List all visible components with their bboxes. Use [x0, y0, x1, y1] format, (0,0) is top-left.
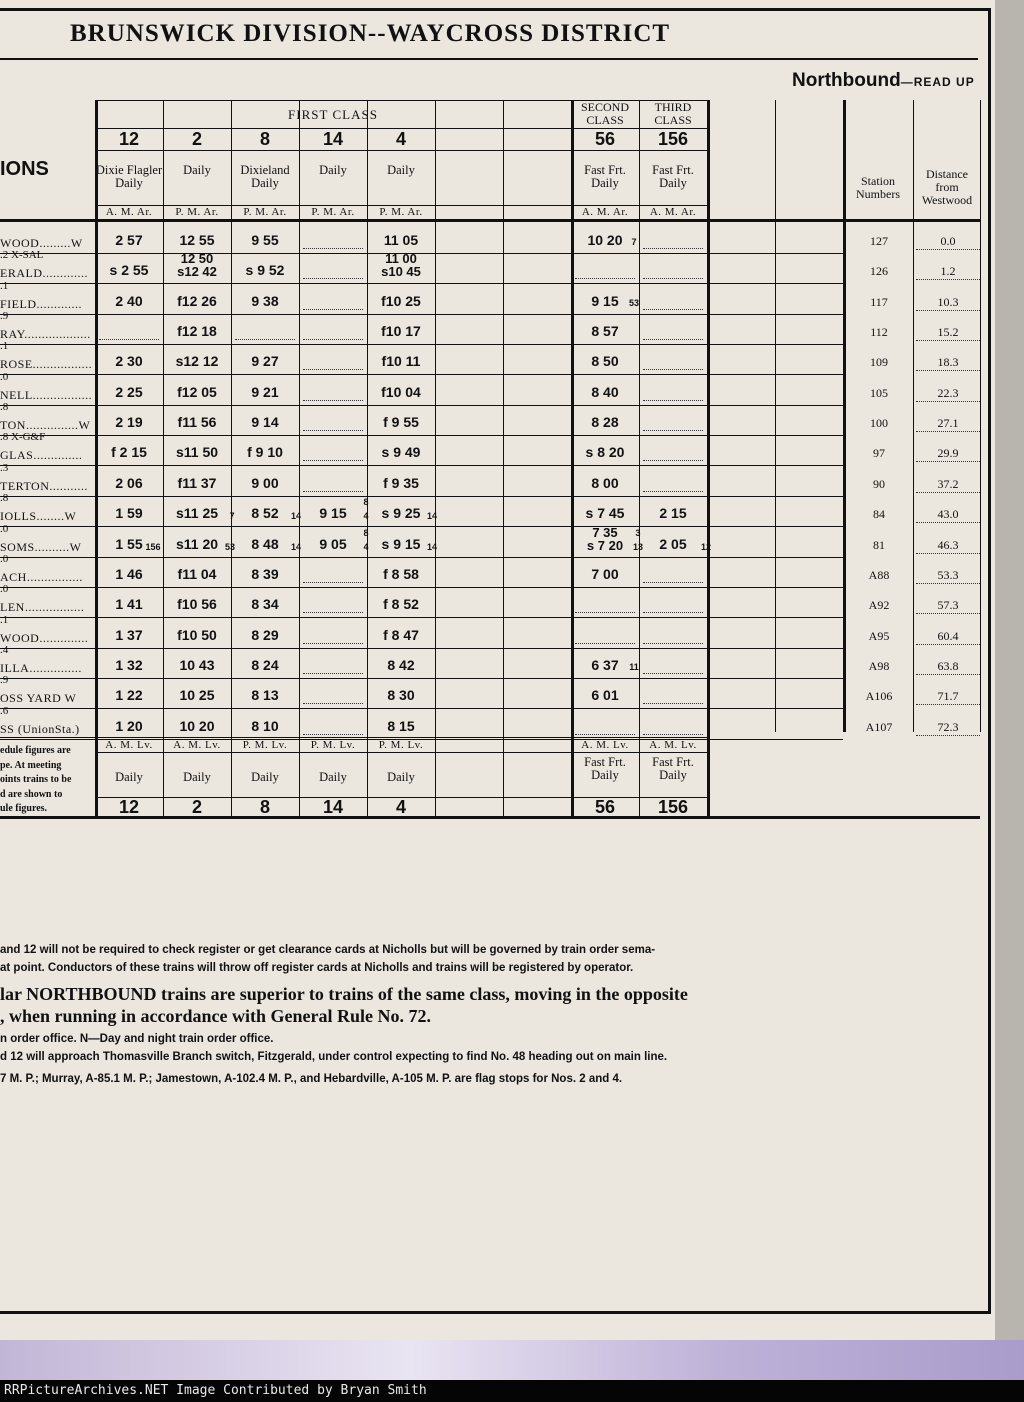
- station-mileage: .1: [0, 340, 9, 353]
- blank-entry: [643, 491, 703, 492]
- blank-entry: [643, 612, 703, 613]
- station-number: 100: [870, 416, 888, 431]
- train-time: 9 55: [251, 232, 279, 248]
- train-time: 8 28: [591, 414, 619, 431]
- train-name: Fast Frt. Daily: [584, 163, 626, 190]
- station-mileage: .6: [0, 704, 9, 717]
- blank-entry: [303, 248, 363, 249]
- train-time: s12 12: [175, 353, 219, 370]
- distance-value: 46.3: [937, 537, 959, 552]
- station-mileage: .1: [0, 613, 9, 626]
- train-time: 6 01: [591, 687, 619, 704]
- station-number: A95: [868, 628, 890, 643]
- blank-entry: [303, 400, 363, 401]
- meet-number: 12: [700, 541, 711, 552]
- blank-entry: [303, 582, 363, 583]
- station-number: A106: [865, 689, 893, 704]
- blank-entry: [643, 460, 703, 461]
- meet-number: 4: [363, 511, 369, 522]
- blank-entry: [643, 430, 703, 431]
- train-time: s 9 15: [381, 535, 421, 552]
- train-name: Daily: [319, 163, 347, 177]
- station-mileage: .0: [0, 552, 9, 565]
- train-number-bottom: 156: [657, 797, 689, 817]
- train-time: 2 57: [115, 232, 143, 248]
- blank-entry: [303, 309, 363, 310]
- train-number-top: 12: [118, 129, 140, 149]
- time-leave-label: A. M. Lv.: [105, 739, 153, 751]
- blank-entry: [99, 339, 159, 340]
- train-time: 2 30: [115, 353, 143, 370]
- train-time: s11 25: [175, 505, 219, 522]
- train-time: 1 59: [115, 505, 143, 522]
- station-name: IOLLS........W: [0, 509, 77, 524]
- blank-entry: [303, 643, 363, 644]
- station-number: A92: [868, 598, 890, 613]
- page-edge: [995, 0, 1024, 1340]
- meet-number: 53: [629, 297, 640, 308]
- train-number-bottom: 14: [322, 797, 344, 817]
- distance-value: 71.7: [937, 689, 959, 704]
- blank-entry: [303, 703, 363, 704]
- station-name: LEN.................: [0, 600, 85, 615]
- train-time: f10 56: [177, 596, 217, 613]
- blank-entry: [643, 673, 703, 674]
- legend-line: edule figures are: [0, 745, 71, 756]
- station-number: 97: [873, 446, 885, 461]
- blank-entry: [643, 339, 703, 340]
- train-time: 8 50: [591, 353, 619, 370]
- time-leave-label: P. M. Lv.: [310, 739, 356, 751]
- station-mileage: .9: [0, 310, 9, 323]
- train-time: 6 37: [591, 656, 619, 673]
- train-time: f 9 35: [383, 474, 419, 491]
- time-leave-label: A. M. Lv.: [649, 739, 697, 751]
- train-time: 8 24: [251, 656, 279, 673]
- train-time: s 8 20: [585, 444, 625, 461]
- station-number: 127: [870, 234, 888, 248]
- image-credit: RRPictureArchives.NET Image Contributed by Bryan Smith: [0, 1380, 1024, 1402]
- train-number-top: 14: [322, 129, 344, 149]
- note-line: lar NORTHBOUND trains are superior to trains of the same class, moving in the opposite: [0, 984, 688, 1004]
- train-time: f11 04: [177, 565, 217, 582]
- note-line: n order office. N—Day and night train order office.: [0, 1033, 274, 1045]
- second-class-heading: SECOND CLASS: [580, 100, 629, 127]
- station-name: SOMS..........W: [0, 539, 82, 554]
- blank-entry: [643, 703, 703, 704]
- station-name: RAY...................: [0, 327, 91, 342]
- train-time: 9 00: [251, 474, 279, 491]
- train-time: 12 50: [180, 251, 214, 267]
- train-time: s 7 20: [586, 537, 624, 553]
- blank-entry: [575, 278, 635, 279]
- blank-entry: [643, 369, 703, 370]
- meet-number: 7: [229, 511, 235, 522]
- train-frequency: Daily: [319, 770, 347, 784]
- distance-value: 43.0: [937, 507, 959, 522]
- train-time: 9 05: [319, 535, 347, 552]
- train-time: 8 30: [387, 687, 415, 704]
- train-time: f 9 55: [383, 414, 419, 431]
- train-number-top: 4: [395, 129, 406, 149]
- blank-entry: [643, 248, 703, 249]
- blank-entry: [303, 734, 363, 735]
- page-title: BRUNSWICK DIVISION--WAYCROSS DISTRICT: [70, 20, 671, 47]
- train-time: 8 00: [591, 474, 619, 491]
- train-time: 8 39: [251, 565, 279, 582]
- train-time: 1 55: [115, 535, 143, 552]
- train-time: 2 06: [115, 474, 143, 491]
- time-arrive-label: P. M. Ar.: [175, 206, 219, 218]
- train-time: 8 52: [251, 505, 279, 522]
- train-time: 8 15: [387, 717, 415, 734]
- train-time: f11 37: [177, 474, 217, 491]
- train-time: 9 38: [251, 292, 279, 309]
- station-number: 126: [870, 264, 888, 279]
- scan-background: [0, 1340, 1024, 1380]
- station-mileage: .2 X-SAL: [0, 249, 44, 262]
- train-number-bottom: 56: [594, 797, 616, 817]
- distance-value: 1.2: [940, 264, 956, 279]
- blank-entry: [303, 673, 363, 674]
- distance-heading: Distance from Westwood: [921, 167, 973, 207]
- train-number-top: 156: [657, 129, 689, 149]
- meet-number: 13: [632, 541, 643, 552]
- blank-entry: [575, 612, 635, 613]
- blank-entry: [303, 339, 363, 340]
- train-number-bottom: 4: [395, 797, 406, 817]
- time-leave-label: P. M. Lv.: [242, 739, 288, 751]
- station-name: TON...............W: [0, 418, 91, 433]
- train-time: f10 25: [381, 292, 421, 309]
- train-time: s12 42: [177, 264, 217, 280]
- distance-value: 29.9: [937, 446, 959, 461]
- distance-value: 27.1: [937, 416, 959, 431]
- train-frequency: Fast Frt. Daily: [652, 755, 694, 782]
- station-mileage: .0: [0, 370, 9, 383]
- station-number: 112: [870, 325, 888, 340]
- distance-value: 10.3: [937, 294, 959, 309]
- train-time: f10 17: [381, 323, 421, 340]
- train-time: f12 18: [177, 323, 217, 340]
- note-line: at point. Conductors of these trains will throw off register cards at Nicholls and trains will be registered by operator.: [0, 962, 634, 974]
- station-number: 84: [873, 507, 885, 522]
- direction-label: Northbound—READ UP: [792, 70, 975, 91]
- time-arrive-label: P. M. Ar.: [379, 206, 423, 218]
- meet-number: 14: [290, 511, 301, 522]
- station-name: WOOD..............: [0, 630, 89, 645]
- meet-number: 8: [363, 497, 369, 508]
- train-time: f 2 15: [111, 444, 147, 461]
- station-name: TERTON...........: [0, 478, 88, 493]
- station-mileage: .0: [0, 583, 9, 596]
- train-number-top: 2: [191, 129, 202, 149]
- train-time: f 8 52: [383, 596, 419, 613]
- station-mileage: .8: [0, 492, 9, 505]
- distance-value: 18.3: [937, 355, 959, 370]
- train-name: Dixie Flagler Daily: [95, 163, 163, 190]
- blank-entry: [303, 369, 363, 370]
- train-name: Daily: [387, 163, 415, 177]
- train-frequency: Daily: [387, 770, 415, 784]
- meet-number: 8: [363, 527, 369, 538]
- note-line: 7 M. P.; Murray, A-85.1 M. P.; Jamestown, A-102.4 M. P., and Hebardville, A-105 M. P. are flag stops for Nos. 2 and 4.: [0, 1073, 623, 1085]
- station-name: NELL.................: [0, 387, 93, 402]
- station-number: A107: [865, 719, 893, 734]
- train-time: f10 11: [381, 353, 421, 370]
- distance-value: 60.4: [937, 628, 959, 643]
- train-time: f 8 58: [383, 565, 419, 582]
- station-numbers-heading: Station Numbers: [856, 174, 900, 201]
- time-arrive-label: A. M. Ar.: [649, 206, 697, 218]
- train-time: 1 20: [115, 717, 143, 734]
- station-mileage: .8 X-G&F: [0, 431, 46, 444]
- note-line: d 12 will approach Thomasville Branch switch, Fitzgerald, under control expecting to find No. 48 heading out on main line.: [0, 1051, 668, 1063]
- time-arrive-label: P. M. Ar.: [243, 206, 287, 218]
- train-time: 1 37: [115, 626, 143, 643]
- train-time: 1 46: [115, 565, 143, 582]
- station-name: FIELD.............: [0, 296, 82, 311]
- train-time: s 2 55: [109, 262, 149, 279]
- time-arrive-label: A. M. Ar.: [581, 206, 629, 218]
- third-class-heading: THIRD CLASS: [654, 100, 692, 127]
- train-time: f10 50: [177, 626, 217, 643]
- train-time: 11 05: [383, 232, 419, 248]
- train-time: s 9 25: [381, 505, 421, 522]
- time-leave-label: A. M. Lv.: [581, 739, 629, 751]
- train-time: 7 35: [592, 524, 618, 540]
- station-number: 90: [873, 476, 885, 491]
- station-name: ERALD.............: [0, 266, 88, 281]
- time-leave-label: A. M. Lv.: [173, 739, 221, 751]
- train-time: 2 40: [115, 292, 143, 309]
- blank-entry: [235, 339, 295, 340]
- station-number: 109: [870, 355, 888, 370]
- train-time: 2 25: [115, 383, 143, 400]
- distance-value: 63.8: [937, 658, 959, 673]
- distance-value: 0.0: [940, 234, 956, 248]
- distance-value: 53.3: [937, 567, 959, 582]
- meet-number: 7: [631, 237, 637, 247]
- train-time: 8 29: [251, 626, 279, 643]
- stations-heading: IONS: [0, 158, 49, 180]
- meet-number: 14: [426, 511, 437, 522]
- train-time: f 9 10: [247, 444, 283, 461]
- blank-entry: [643, 643, 703, 644]
- train-time: 8 40: [591, 383, 619, 400]
- blank-entry: [643, 278, 703, 279]
- station-number: 117: [870, 294, 888, 309]
- train-time: 7 00: [591, 565, 619, 582]
- blank-entry: [303, 278, 363, 279]
- train-number-top: 8: [259, 129, 270, 149]
- train-number-bottom: 12: [118, 797, 140, 817]
- note-line: , when running in accordance with General Rule No. 72.: [0, 1006, 432, 1026]
- blank-entry: [303, 612, 363, 613]
- station-mileage: .3: [0, 461, 9, 474]
- train-time: s 7 45: [585, 505, 625, 522]
- blank-entry: [575, 643, 635, 644]
- train-frequency: Daily: [183, 770, 211, 784]
- station-number: 105: [870, 385, 888, 400]
- legend-line: d are shown to: [0, 788, 63, 800]
- station-number: 81: [873, 537, 885, 552]
- meet-number: 11: [629, 661, 639, 672]
- meet-number: 3: [635, 527, 641, 538]
- train-frequency: Daily: [115, 770, 143, 784]
- station-mileage: .9: [0, 674, 9, 687]
- note-line: and 12 will not be required to check register or get clearance cards at Nicholls but will be governed by train order sema-: [0, 944, 656, 956]
- station-name: OSS YARD W: [0, 691, 77, 706]
- train-time: f12 26: [177, 292, 217, 309]
- station-name: ROSE.................: [0, 357, 93, 372]
- legend-line: pe. At meeting: [0, 759, 62, 771]
- station-name: GLAS..............: [0, 448, 83, 463]
- train-number-bottom: 8: [259, 797, 270, 817]
- station-mileage: .8: [0, 401, 9, 414]
- train-time: 10 25: [179, 687, 215, 704]
- station-number: A88: [868, 567, 890, 582]
- station-name: ACH................: [0, 569, 83, 584]
- train-time: 9 27: [251, 353, 279, 370]
- train-time: 8 57: [591, 323, 619, 340]
- blank-entry: [575, 734, 635, 735]
- station-number: A98: [868, 658, 890, 673]
- train-time: 10 43: [179, 656, 215, 673]
- train-time: 8 13: [251, 687, 279, 704]
- station-name: WOOD.........W: [0, 236, 83, 250]
- station-mileage: .1: [0, 279, 9, 292]
- train-number-top: 56: [594, 129, 616, 149]
- time-leave-label: P. M. Lv.: [378, 739, 424, 751]
- train-frequency: Fast Frt. Daily: [584, 755, 626, 782]
- blank-entry: [303, 430, 363, 431]
- legend-line: oints trains to be: [0, 774, 72, 785]
- blank-entry: [643, 582, 703, 583]
- train-time: 1 32: [115, 656, 143, 673]
- station-mileage: .0: [0, 522, 9, 535]
- station-name: SS (UnionSta.): [0, 721, 80, 736]
- train-frequency: Daily: [251, 770, 279, 784]
- train-time: s 9 52: [245, 262, 285, 279]
- blank-entry: [643, 309, 703, 310]
- meet-number: 14: [290, 541, 301, 552]
- train-time: s 9 49: [381, 444, 421, 461]
- train-name: Dixieland Daily: [240, 163, 290, 190]
- blank-entry: [643, 400, 703, 401]
- train-time: f11 56: [177, 414, 217, 431]
- blank-entry: [643, 734, 703, 735]
- distance-value: 22.3: [937, 385, 959, 400]
- train-time: s11 20: [175, 535, 219, 552]
- train-time: s11 50: [175, 444, 219, 461]
- distance-value: 57.3: [937, 598, 959, 613]
- train-time: 8 42: [387, 656, 415, 673]
- train-time: 8 34: [251, 596, 279, 613]
- train-time: 1 41: [115, 596, 143, 613]
- train-time: 9 14: [251, 414, 279, 431]
- train-time: 1 22: [115, 687, 143, 704]
- meet-number: 156: [145, 541, 161, 552]
- meet-number: 4: [363, 541, 369, 552]
- train-time: 9 21: [251, 383, 279, 400]
- first-class-heading: FIRST CLASS: [288, 107, 378, 122]
- train-time: 2 15: [659, 505, 687, 522]
- train-time: 10 20: [179, 717, 215, 734]
- train-time: 2 05: [659, 535, 687, 552]
- train-name: Daily: [183, 163, 211, 177]
- train-time: 2 19: [115, 414, 143, 431]
- time-arrive-label: P. M. Ar.: [311, 206, 355, 218]
- train-time: 11 00: [385, 251, 417, 267]
- blank-entry: [303, 460, 363, 461]
- train-time: 8 48: [251, 535, 279, 552]
- train-name: Fast Frt. Daily: [652, 163, 694, 190]
- column-rule: [775, 100, 776, 732]
- train-time: f12 05: [177, 383, 217, 400]
- train-time: f 8 47: [383, 626, 419, 643]
- train-time: 12 55: [179, 232, 215, 248]
- distance-value: 15.2: [937, 325, 959, 340]
- blank-entry: [303, 491, 363, 492]
- station-mileage: .4: [0, 643, 9, 656]
- train-time: 10 20: [587, 232, 623, 248]
- distance-value: 37.2: [937, 476, 959, 491]
- train-time: s10 45: [381, 264, 421, 280]
- meet-number: 14: [426, 541, 437, 552]
- station-name: ILLA...............: [0, 660, 82, 675]
- legend-line: ule figures.: [0, 803, 48, 814]
- train-time: 9 15: [319, 505, 347, 522]
- distance-value: 72.3: [937, 719, 959, 734]
- time-arrive-label: A. M. Ar.: [105, 206, 153, 218]
- train-time: 9 15: [591, 292, 619, 309]
- meet-number: 53: [224, 541, 235, 552]
- train-number-bottom: 2: [191, 797, 202, 817]
- train-time: 8 10: [251, 717, 279, 734]
- train-time: f10 04: [381, 383, 421, 400]
